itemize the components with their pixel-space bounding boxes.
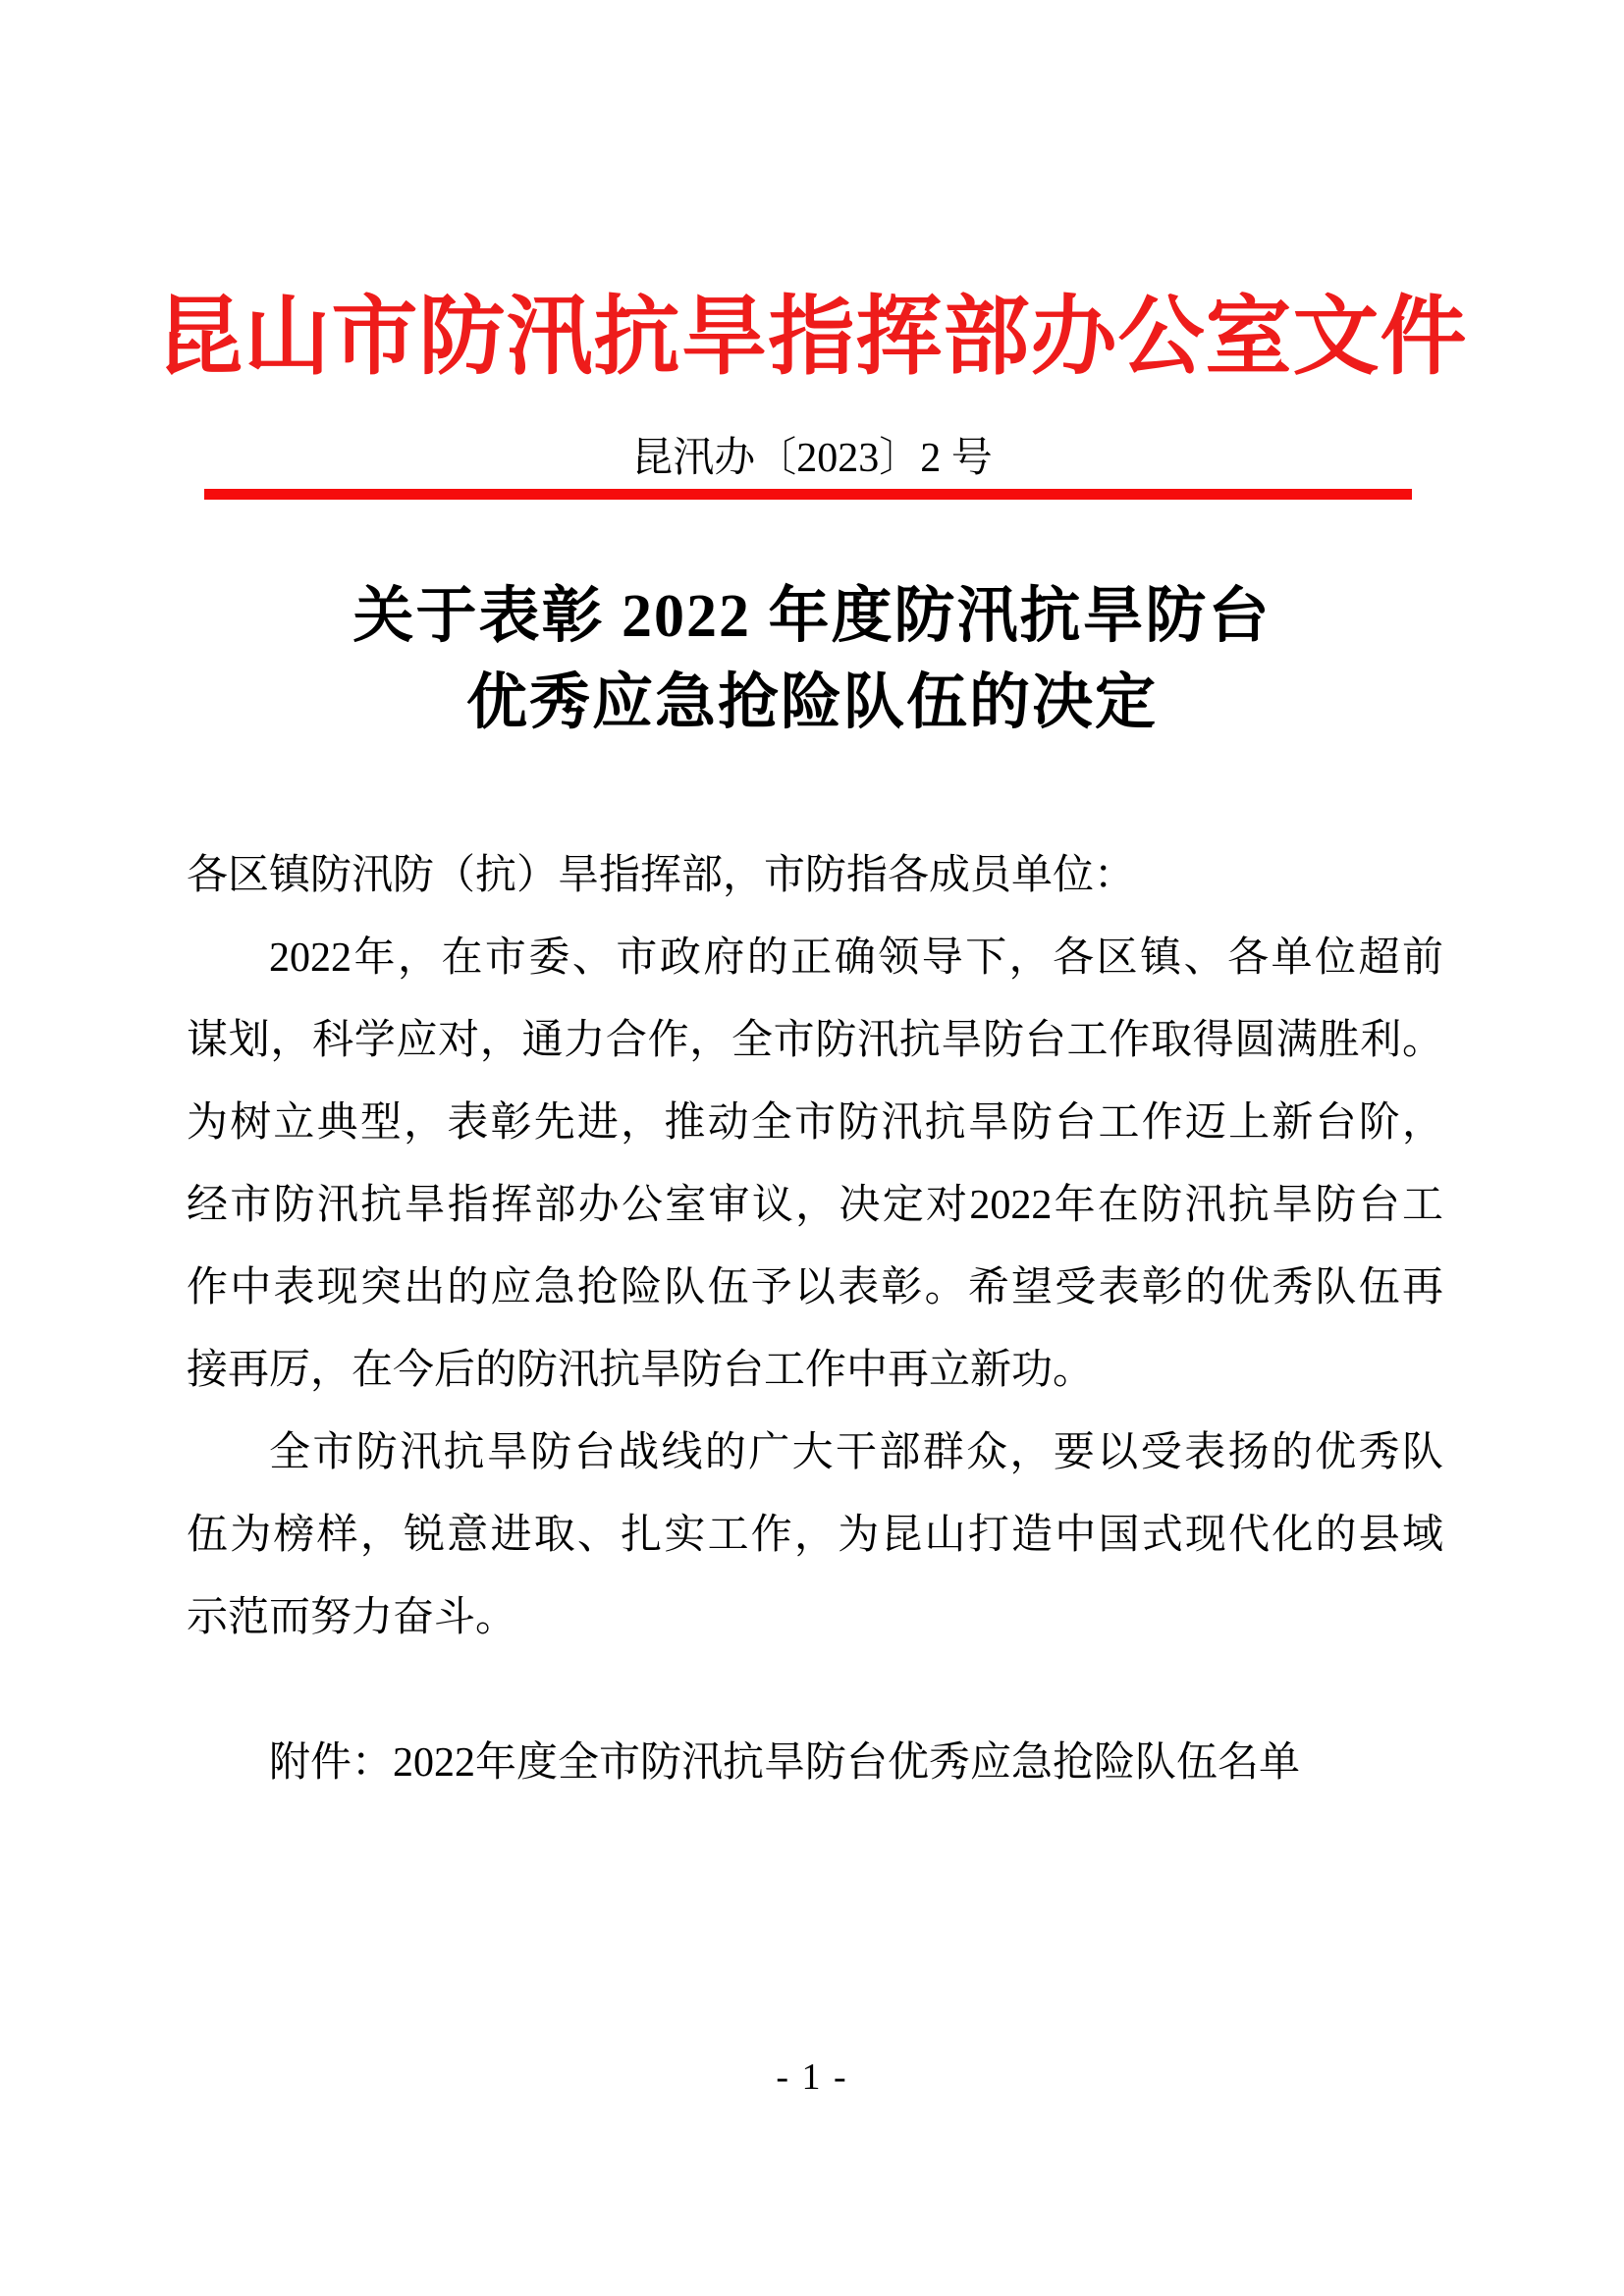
body-line: 谋划，科学应对，通力合作，全市防汛抗旱防台工作取得圆满胜利。 xyxy=(187,1018,1443,1063)
page-number: - 1 - xyxy=(776,2056,848,2098)
body-line: 示范而努力奋斗。 xyxy=(187,1595,517,1640)
body-line: 2022年，在市委、市政府的正确领导下，各区镇、各单位超前 xyxy=(269,935,1443,981)
body-line: 全市防汛抗旱防台战线的广大干部群众，要以受表扬的优秀队 xyxy=(269,1430,1443,1475)
body-line: 作中表现突出的应急抢险队伍予以表彰。希望受表彰的优秀队伍再 xyxy=(187,1265,1443,1310)
body-line: 伍为榜样，锐意进取、扎实工作，为昆山打造中国式现代化的县域 xyxy=(187,1513,1443,1558)
red-divider-rule xyxy=(204,489,1412,500)
body-line: 为树立典型，表彰先进，推动全市防汛抗旱防台工作迈上新台阶， xyxy=(187,1100,1443,1146)
body-line: 接再厉，在今后的防汛抗旱防台工作中再立新功。 xyxy=(187,1348,1095,1393)
body-line-salutation: 各区镇防汛防（抗）旱指挥部，市防指各成员单位： xyxy=(187,853,1136,898)
attachment-line: 附件：2022年度全市防汛抗旱防台优秀应急抢险队伍名单 xyxy=(269,1740,1301,1786)
doc-number: 昆汛办〔2023〕2 号 xyxy=(631,436,993,481)
org-title: 昆山市防汛抗旱指挥部办公室文件 xyxy=(156,291,1468,386)
doc-title xyxy=(0,573,1624,746)
body-line: 经市防汛抗旱指挥部办公室审议，决定对2022年在防汛抗旱防台工 xyxy=(187,1183,1443,1228)
doc-title-line-1: 关于表彰 2022 年度防汛抗旱防台 xyxy=(352,583,1272,650)
doc-title-line-2: 优秀应急抢险队伍的决定 xyxy=(465,669,1158,736)
body-text xyxy=(187,834,1443,1804)
